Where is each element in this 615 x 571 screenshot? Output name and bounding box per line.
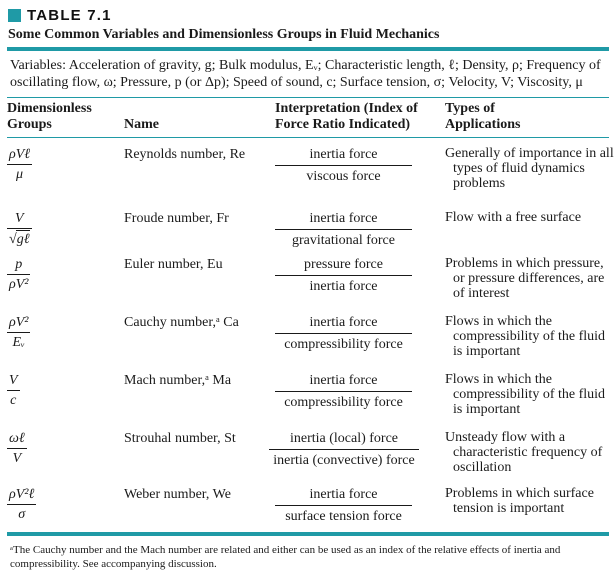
application: Problems in which pressure, or pressure differences, are of interest — [445, 256, 605, 301]
table-row — [7, 314, 609, 366]
table-row — [7, 256, 609, 308]
variables-text: Variables: Acceleration of gravity, g; Bulk modulus, Eᵥ; Characteristic length, ℓ; Density, ρ; Frequency of oscillating flow, ω; Pressure, p (or Δp); Speed of sound, c; Surface tension, σ; Velocity, V; Viscosity, μ — [10, 58, 601, 90]
group-name: Strouhal number, St — [124, 431, 236, 446]
header-applications: Types of Applications — [445, 101, 521, 132]
column-headers — [7, 101, 609, 135]
group-name: Reynolds number, Re — [124, 147, 246, 162]
table-row — [7, 486, 609, 532]
table-number: TABLE 7.1 — [27, 6, 112, 24]
header-groups: Dimensionless Groups — [7, 101, 92, 132]
dimensionless-group: $\frac{V}{c}$ — [9, 373, 18, 408]
header-name: Name — [124, 117, 159, 132]
bottom-rule — [7, 532, 609, 536]
interpretation: inertia force viscous force — [275, 146, 412, 185]
header-interpretation: Interpretation (Index of Force Ratio Indicated) — [275, 101, 418, 132]
dimensionless-group: $\frac{\text{ρV²ℓ}}{\sigma}$ — [9, 487, 35, 522]
interpretation: inertia (local) force inertia (convective) force — [269, 430, 419, 469]
interpretation: inertia force surface tension force — [275, 486, 412, 525]
dimensionless-group: $\frac{\text{ρV²}}{\text{Eᵥ}}$ — [9, 315, 29, 350]
group-name: Mach number,ᵃ Ma — [124, 373, 232, 388]
interpretation: inertia force compressibility force — [275, 372, 412, 411]
vars-rule — [7, 97, 609, 98]
table-label — [7, 6, 609, 24]
footnote: ᵃThe Cauchy number and the Mach number are related and either can be used as an index of the relative effects of inertia and compressibility. See accompanying discussion. — [10, 544, 561, 570]
table-row — [7, 430, 609, 480]
dimensionless-group: $\frac{\text{ωℓ}}{V}$ — [9, 431, 25, 466]
application: Flows in which the compressibility of the fluid is important — [445, 314, 606, 359]
application: Generally of importance in all types of fluid dynamics problems — [445, 146, 614, 191]
header-rule — [7, 137, 609, 138]
group-name: Froude number, Fr — [124, 211, 229, 226]
dimensionless-group: $\frac{\text{ρVℓ}}{\mu}$ — [9, 147, 31, 182]
group-name: Cauchy number,ᵃ Ca — [124, 315, 239, 330]
interpretation: inertia force compressibility force — [275, 314, 412, 353]
application: Flows in which the compressibility of the fluid is important — [445, 372, 606, 417]
interpretation: inertia force gravitational force — [275, 210, 412, 249]
table-title: Some Common Variables and Dimensionless Groups in Fluid Mechanics — [8, 27, 440, 42]
teal-square-icon — [8, 9, 21, 22]
group-name: Weber number, We — [124, 487, 231, 502]
dimensionless-group: $\frac{p}{\text{ρV²}}$ — [9, 257, 29, 292]
top-rule — [7, 47, 609, 51]
application: Problems in which surface tension is important — [445, 486, 594, 516]
interpretation: pressure force inertia force — [275, 256, 412, 295]
table-row — [7, 372, 609, 424]
application: Unsteady flow with a characteristic frequency of oscillation — [445, 430, 603, 475]
dimensionless-group: $\frac{V}{\text{√gℓ}}$ — [9, 211, 30, 247]
table-row — [7, 146, 614, 204]
table-7-1 — [7, 6, 614, 571]
group-name: Euler number, Eu — [124, 257, 223, 272]
table-row — [7, 210, 609, 252]
application: Flow with a free surface — [445, 210, 582, 225]
